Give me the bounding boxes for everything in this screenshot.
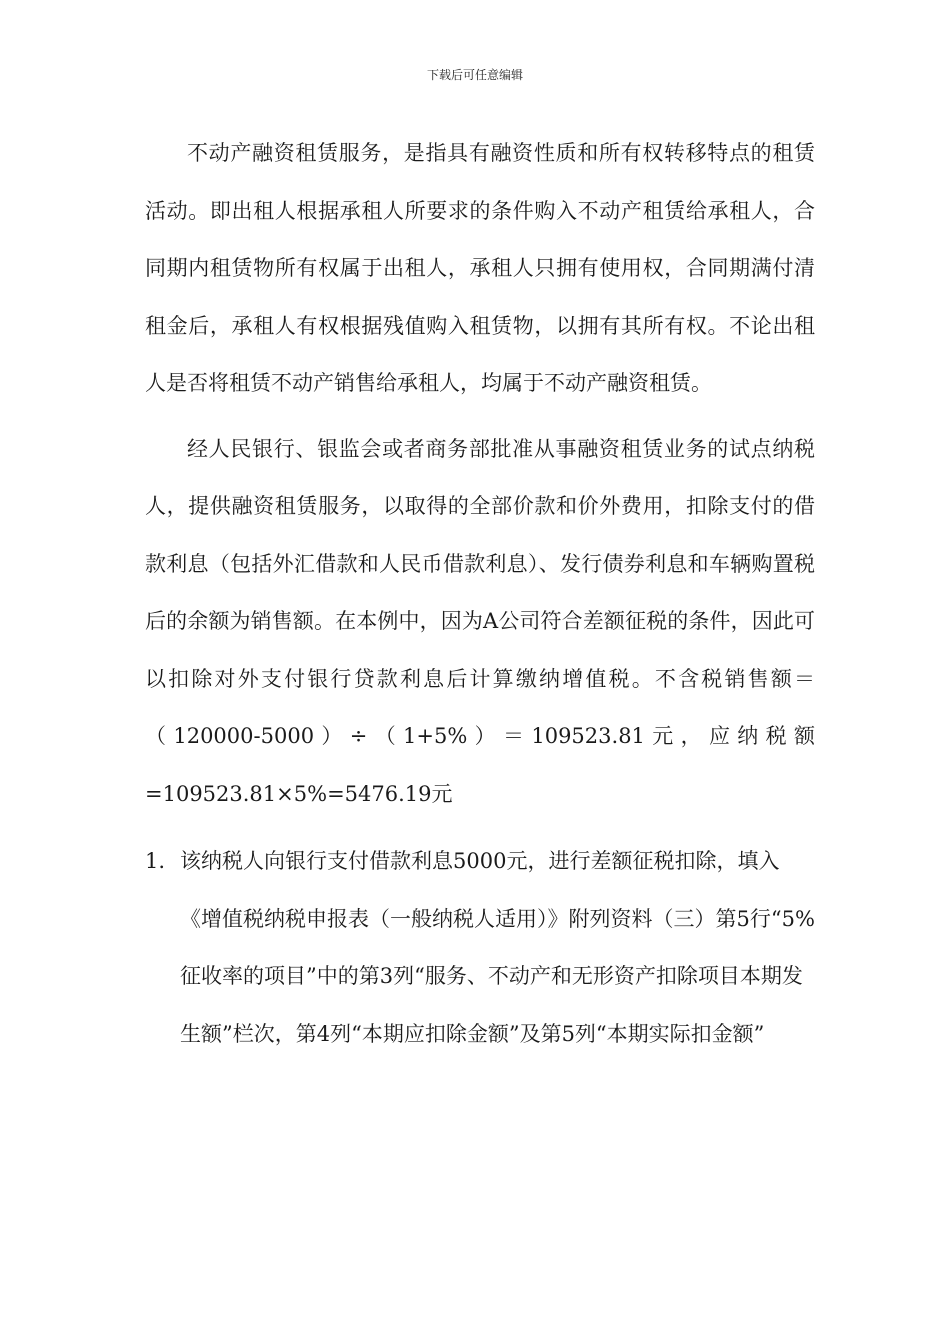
list-item-number: 1.	[145, 849, 166, 873]
list-item-text: 该纳税人向银行支付借款利息5000元，进行差额征税扣除，填入《增值税纳税申报表（一般纳税人适用）》附列资料（三）第5行“5%征收率的项目”中的第3列“服务、不动产和无形资产扣除项目本期发生额”栏次，第4列“本期应扣除金额”及第5列“本期实际扣金额”	[180, 849, 815, 1046]
page-header-note: 下载后可任意编辑	[426, 68, 523, 82]
list-item	[145, 833, 815, 1063]
paragraph-tax-calculation: 经人民银行、银监会或者商务部批准从事融资租赁业务的试点纳税人，提供融资租赁服务，以取得的全部价款和价外费用，扣除支付的借款利息（包括外汇借款和人民币借款利息）、发行债券利息和车辆购置税后的余额为销售额。在本例中，因为A公司符合差额征税的条件，因此可以扣除对外支付银行贷款利息后计算缴纳增值税。不含税销售额＝（120000-5000）÷（1+5%）＝109523.81元，应纳税额=109523.81×5%=5476.19元	[145, 436, 815, 806]
document-body	[145, 125, 815, 1063]
paragraph-financial-leasing-definition: 不动产融资租赁服务，是指具有融资性质和所有权转移特点的租赁活动。即出租人根据承租人所要求的条件购入不动产租赁给承租人，合同期内租赁物所有权属于出租人，承租人只拥有使用权，合同期满付清租金后，承租人有权根据残值购入租赁物，以拥有其所有权。不论出租人是否将租赁不动产销售给承租人，均属于不动产融资租赁。	[145, 141, 815, 395]
numbered-list	[145, 833, 815, 1063]
